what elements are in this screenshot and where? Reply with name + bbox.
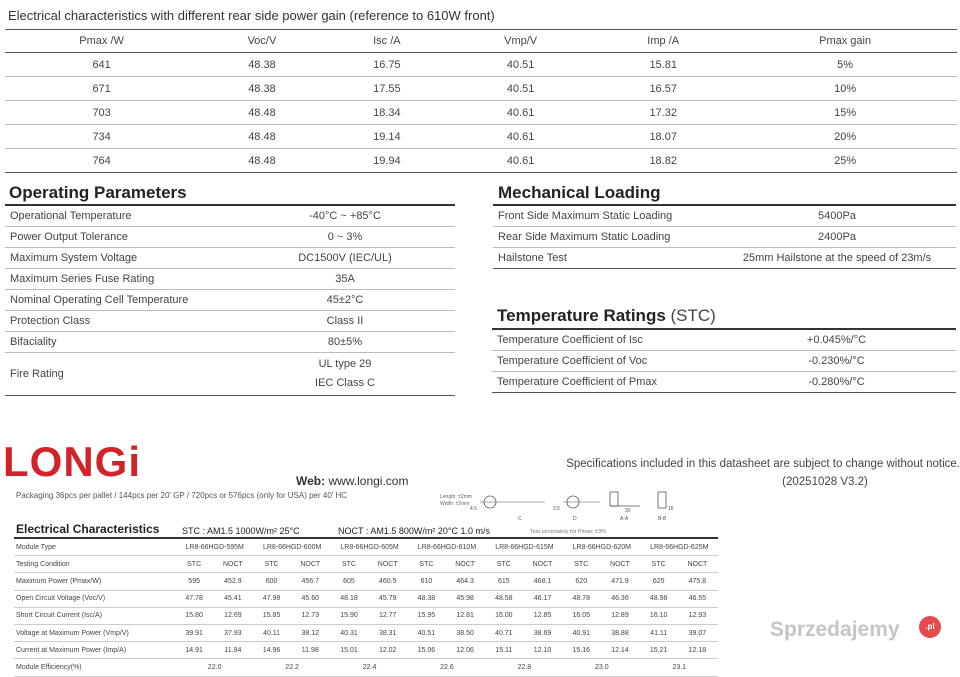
table-cell: 12.14	[599, 642, 640, 659]
param-label: Front Side Maximum Static Loading	[493, 205, 718, 227]
table-row	[5, 53, 957, 77]
frame-profile-diagrams	[430, 488, 690, 524]
table-cell: 456.7	[290, 573, 331, 590]
table-cell: STC	[641, 556, 677, 573]
column-header: Voc/V	[198, 30, 325, 53]
table-row	[14, 659, 718, 676]
table-cell: 45.41	[212, 590, 253, 607]
diagram-label-30: 30	[625, 508, 631, 514]
power-gain-table	[5, 29, 957, 173]
table-cell: 40.61	[448, 149, 593, 173]
table-cell: 764	[5, 149, 198, 173]
table-cell: 47.98	[253, 590, 289, 607]
spec-version: (20251028 V3.2)	[782, 476, 868, 488]
table-cell: 610	[408, 573, 444, 590]
row-label: Module Type	[14, 538, 176, 556]
param-label: Temperature Coefficient of Pmax	[492, 372, 717, 393]
table-cell: 48.48	[198, 125, 325, 149]
param-label: Operational Temperature	[5, 205, 235, 227]
table-cell: 45.60	[290, 590, 331, 607]
table-cell: 39.07	[677, 624, 718, 641]
table-cell: 734	[5, 125, 198, 149]
table-cell: 671	[5, 77, 198, 101]
table-cell: 15.11	[486, 642, 522, 659]
table-cell: 40.61	[448, 125, 593, 149]
param-label: Rear Side Maximum Static Loading	[493, 227, 718, 248]
table-cell: 38.88	[599, 624, 640, 641]
param-value: 5400Pa	[718, 205, 956, 227]
row-label: Voltage at Maximum Power (Vmp/V)	[14, 624, 176, 641]
param-value: 25mm Hailstone at the speed of 23m/s	[718, 248, 956, 269]
spec-change-note: Specifications included in this datasheet are subject to change without notice.	[566, 458, 960, 470]
table-cell: 19.94	[326, 149, 448, 173]
table-row	[5, 290, 455, 311]
param-label: Maximum Series Fuse Rating	[5, 269, 235, 290]
table-cell: 18.82	[593, 149, 733, 173]
table-cell: 600	[253, 573, 289, 590]
table-cell: NOCT	[599, 556, 640, 573]
table-cell: 15.95	[408, 607, 444, 624]
table-cell: 12.77	[367, 607, 408, 624]
table-cell: 22.8	[486, 659, 563, 676]
packaging-info: Packaging 36pcs per pallet / 144pcs per 20' GP / 720pcs or 576pcs (only for USA) per 40' HC	[16, 491, 348, 500]
table-cell: 16.05	[563, 607, 599, 624]
temperature-ratings-table	[492, 328, 956, 393]
param-label: Bifaciality	[5, 332, 235, 353]
table-cell: 40.61	[448, 101, 593, 125]
table-cell: 40.51	[448, 77, 593, 101]
table-row	[5, 248, 455, 269]
column-header: Isc /A	[326, 30, 448, 53]
operating-parameters-table	[5, 204, 455, 396]
table-cell: 605	[331, 573, 367, 590]
table-cell: 11.94	[212, 642, 253, 659]
table-cell: NOCT	[367, 556, 408, 573]
table-row	[5, 101, 957, 125]
table-cell: 15.16	[563, 642, 599, 659]
table-row	[493, 205, 956, 227]
table-row	[14, 624, 718, 641]
table-cell: 25%	[733, 149, 957, 173]
table-cell: 20%	[733, 125, 957, 149]
temperature-ratings-heading: Temperature Ratings	[497, 306, 666, 325]
table-cell: 12.81	[445, 607, 486, 624]
table-cell: 48.48	[198, 101, 325, 125]
table-cell: 17.32	[593, 101, 733, 125]
param-value: 2400Pa	[718, 227, 956, 248]
table-cell: 40.51	[448, 53, 593, 77]
table-cell: 475.8	[677, 573, 718, 590]
table-cell: 15.90	[331, 607, 367, 624]
table-cell: 625	[641, 573, 677, 590]
diagram-aa-profile	[610, 492, 618, 506]
electrical-characteristics-title: Electrical Characteristics	[16, 522, 160, 536]
noct-condition: NOCT : AM1.5 800W/m² 20°C 1.0 m/s	[338, 526, 490, 536]
diagram-label-c: C	[518, 516, 522, 522]
row-label: Testing Condition	[14, 556, 176, 573]
row-label: Short Circuit Current (Isc/A)	[14, 607, 176, 624]
table-cell: 40.11	[253, 624, 289, 641]
mechanical-loading-title: Mechanical Loading	[498, 183, 661, 202]
watermark-text: Sprzedajemy	[770, 618, 900, 641]
table-row	[14, 607, 718, 624]
diagram-label-3-5: 3.5	[553, 506, 560, 512]
table-cell: 22.0	[176, 659, 253, 676]
table-cell: 16.75	[326, 53, 448, 77]
table-cell: STC	[331, 556, 367, 573]
table-row	[14, 556, 718, 573]
table-cell: 48.38	[198, 77, 325, 101]
table-cell: 40.31	[331, 624, 367, 641]
table-cell: 17.55	[326, 77, 448, 101]
table-row	[14, 573, 718, 590]
table-cell: 620	[563, 573, 599, 590]
model-name: LR8-66HGD-605M	[331, 538, 408, 556]
table-cell: 595	[176, 573, 212, 590]
table-cell: NOCT	[290, 556, 331, 573]
param-label: Fire Rating	[5, 353, 235, 396]
model-name: LR8-66HGD-600M	[253, 538, 330, 556]
param-label: Maximum System Voltage	[5, 248, 235, 269]
table-cell: 12.18	[677, 642, 718, 659]
table-cell: 38.50	[445, 624, 486, 641]
diagram-label-bb: B-B	[658, 516, 667, 522]
fire-rating-iec: IEC Class C	[315, 377, 375, 389]
table-cell: 38.69	[522, 624, 563, 641]
model-name: LR8-66HGD-625M	[641, 538, 718, 556]
table-cell: 22.6	[408, 659, 485, 676]
table-cell: 48.58	[486, 590, 522, 607]
table-cell: 641	[5, 53, 198, 77]
diagram-label-4-5: 4.5	[470, 506, 477, 512]
table-row	[493, 248, 956, 269]
table-cell: 16.00	[486, 607, 522, 624]
table-cell: 12.06	[445, 642, 486, 659]
param-label: Protection Class	[5, 311, 235, 332]
table-row	[5, 353, 455, 396]
table-cell: 452.9	[212, 573, 253, 590]
table-cell: 19.14	[326, 125, 448, 149]
row-label: Current at Maximum Power (Imp/A)	[14, 642, 176, 659]
table-row	[14, 538, 718, 556]
table-cell: NOCT	[212, 556, 253, 573]
table-row	[493, 227, 956, 248]
table-cell: NOCT	[522, 556, 563, 573]
table-cell: 615	[486, 573, 522, 590]
table-cell: 40.51	[408, 624, 444, 641]
table-cell: 14.96	[253, 642, 289, 659]
table-cell: STC	[253, 556, 289, 573]
table-cell: STC	[176, 556, 212, 573]
diagram-label-15: 15	[668, 506, 674, 512]
electrical-characteristics-table	[14, 537, 718, 677]
table-cell: NOCT	[677, 556, 718, 573]
table-cell: STC	[408, 556, 444, 573]
table-cell: 40.71	[486, 624, 522, 641]
param-label: Hailstone Test	[493, 248, 718, 269]
table-cell: 12.89	[599, 607, 640, 624]
table-cell: 47.78	[176, 590, 212, 607]
diagram-label-aa: A-A	[620, 516, 629, 522]
param-label: Nominal Operating Cell Temperature	[5, 290, 235, 311]
table-cell: 15.85	[253, 607, 289, 624]
temperature-ratings-subtitle: (STC)	[670, 306, 716, 325]
param-value: DC1500V (IEC/UL)	[235, 248, 455, 269]
diagram-label-d: D	[573, 516, 577, 522]
longi-logo: LONGi	[3, 438, 141, 485]
table-cell: 12.93	[677, 607, 718, 624]
table-row	[492, 351, 956, 372]
param-value: 45±2°C	[235, 290, 455, 311]
param-value: +0.045%/°C	[717, 329, 956, 351]
table-row	[492, 329, 956, 351]
mechanical-loading-table	[493, 204, 956, 269]
table-cell: 48.38	[408, 590, 444, 607]
table-cell: 16.10	[641, 607, 677, 624]
param-label: Power Output Tolerance	[5, 227, 235, 248]
table-cell: 48.48	[198, 149, 325, 173]
table-cell: 39.91	[176, 624, 212, 641]
table-cell: 10%	[733, 77, 957, 101]
param-value: 0 ~ 3%	[235, 227, 455, 248]
table-cell: 23.0	[563, 659, 640, 676]
table-cell: 48.38	[198, 53, 325, 77]
param-label: Temperature Coefficient of Isc	[492, 329, 717, 351]
param-value	[235, 353, 455, 396]
diagram-bb-profile	[658, 492, 666, 508]
row-label: Module Efficiency(%)	[14, 659, 176, 676]
table-row	[5, 269, 455, 290]
table-cell: 11.98	[290, 642, 331, 659]
param-value: Class II	[235, 311, 455, 332]
diagram-length-label: Length: ±2mm	[440, 494, 472, 500]
table-cell: 16.57	[593, 77, 733, 101]
table-cell: 14.91	[176, 642, 212, 659]
column-header: Imp /A	[593, 30, 733, 53]
row-label: Open Circuit Voltage (Voc/V)	[14, 590, 176, 607]
table-cell: 12.85	[522, 607, 563, 624]
web-label: Web:	[296, 474, 326, 488]
param-label: Temperature Coefficient of Voc	[492, 351, 717, 372]
table-cell: 38.12	[290, 624, 331, 641]
table-cell: 15.01	[331, 642, 367, 659]
table-cell: 46.55	[677, 590, 718, 607]
table-cell: 37.93	[212, 624, 253, 641]
table-cell: 468.1	[522, 573, 563, 590]
table-cell: 40.91	[563, 624, 599, 641]
table-row	[5, 311, 455, 332]
table-cell: 15%	[733, 101, 957, 125]
table-cell: 12.10	[522, 642, 563, 659]
table-cell: 22.2	[253, 659, 330, 676]
table-cell: STC	[486, 556, 522, 573]
web-url: www.longi.com	[328, 474, 409, 488]
model-name: LR8-66HGD-615M	[486, 538, 563, 556]
column-header: Vmp/V	[448, 30, 593, 53]
table-row	[492, 372, 956, 393]
table-cell: 48.98	[641, 590, 677, 607]
param-value: 35A	[235, 269, 455, 290]
param-value: -0.230%/°C	[717, 351, 956, 372]
diagram-width-label: Width: ±2mm	[440, 501, 470, 507]
table-row	[14, 590, 718, 607]
stc-condition: STC : AM1.5 1000W/m² 25°C	[182, 526, 300, 536]
table-cell: 18.07	[593, 125, 733, 149]
table-cell: 471.9	[599, 573, 640, 590]
table-cell: 41.11	[641, 624, 677, 641]
table-cell: NOCT	[445, 556, 486, 573]
model-name: LR8-66HGD-595M	[176, 538, 253, 556]
table-cell: STC	[563, 556, 599, 573]
watermark-badge: .pl	[919, 616, 941, 638]
table-cell: 48.78	[563, 590, 599, 607]
table-cell: 15.80	[176, 607, 212, 624]
column-header: Pmax /W	[5, 30, 198, 53]
param-value: -40°C ~ +85°C	[235, 205, 455, 227]
table-row	[5, 332, 455, 353]
table-cell: 460.5	[367, 573, 408, 590]
table-cell: 22.4	[331, 659, 408, 676]
table-row	[5, 125, 957, 149]
table-row	[5, 205, 455, 227]
table-cell: 15.81	[593, 53, 733, 77]
temperature-ratings-title	[497, 306, 716, 326]
model-name: LR8-66HGD-610M	[408, 538, 485, 556]
table-row	[5, 227, 455, 248]
param-value: -0.280%/°C	[717, 372, 956, 393]
table-cell: 15.06	[408, 642, 444, 659]
model-name: LR8-66HGD-620M	[563, 538, 640, 556]
table-row	[5, 149, 957, 173]
table-cell: 48.18	[331, 590, 367, 607]
param-value: 80±5%	[235, 332, 455, 353]
table-cell: 18.34	[326, 101, 448, 125]
table-cell: 12.69	[212, 607, 253, 624]
test-uncertainty: Test uncertainty for Pmax: ±3%	[530, 529, 607, 535]
website-line	[296, 474, 408, 488]
table-cell: 23.1	[641, 659, 718, 676]
operating-parameters-title: Operating Parameters	[9, 183, 187, 202]
table-cell: 45.79	[367, 590, 408, 607]
table-cell: 45.98	[445, 590, 486, 607]
table-cell: 464.3	[445, 573, 486, 590]
gain-section-title: Electrical characteristics with different rear side power gain (reference to 610W front)	[8, 8, 495, 23]
table-cell: 12.02	[367, 642, 408, 659]
table-cell: 5%	[733, 53, 957, 77]
table-header-row	[5, 30, 957, 53]
table-row	[5, 77, 957, 101]
table-cell: 703	[5, 101, 198, 125]
table-cell: 46.36	[599, 590, 640, 607]
column-header: Pmax gain	[733, 30, 957, 53]
table-row	[14, 642, 718, 659]
table-cell: 38.31	[367, 624, 408, 641]
table-cell: 15.21	[641, 642, 677, 659]
fire-rating-ul: UL type 29	[318, 358, 372, 370]
row-label: Maximum Power (Pmax/W)	[14, 573, 176, 590]
table-cell: 12.73	[290, 607, 331, 624]
table-cell: 46.17	[522, 590, 563, 607]
